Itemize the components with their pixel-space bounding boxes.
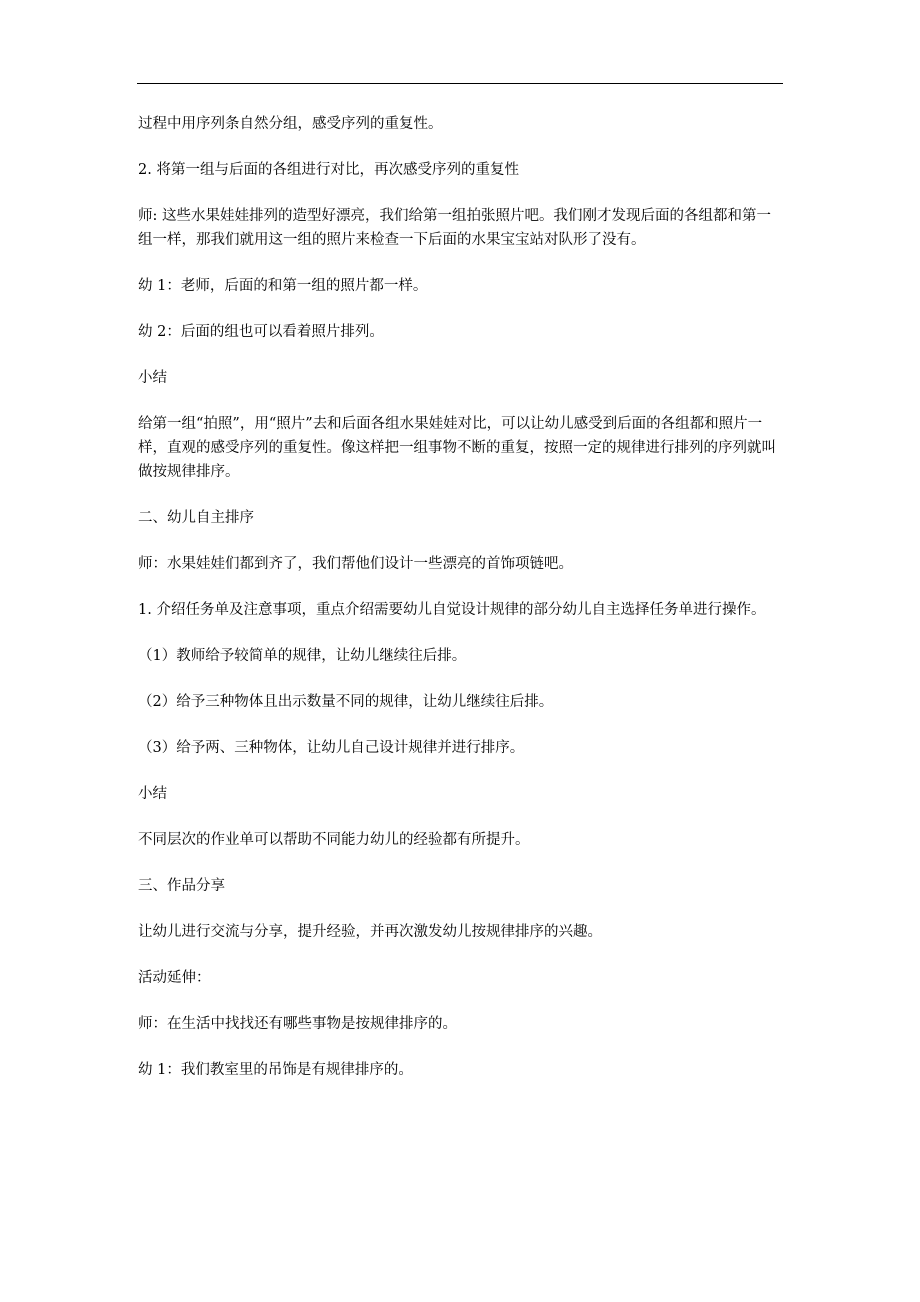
paragraph: 2. 将第一组与后面的各组进行对比，再次感受序列的重复性 bbox=[138, 162, 519, 178]
paragraph: 1. 介绍任务单及注意事项，重点介绍需要幼儿自觉设计规律的部分幼儿自主选择任务单进行操作。 bbox=[138, 602, 766, 618]
list-item: （2）给予三种物体且出示数量不同的规律，让幼儿继续往后排。 bbox=[138, 694, 554, 710]
paragraph: 过程中用序列条自然分组，感受序列的重复性。 bbox=[138, 116, 443, 132]
paragraph: 师：在生活中找找还有哪些事物是按规律排序的。 bbox=[138, 1016, 457, 1032]
paragraph: 师：水果娃娃们都到齐了，我们帮他们设计一些漂亮的首饰项链吧。 bbox=[138, 556, 573, 572]
section-label: 小结 bbox=[138, 786, 167, 802]
section-heading: 二、幼儿自主排序 bbox=[138, 510, 254, 526]
paragraph: 幼 1：我们教室里的吊饰是有规律排序的。 bbox=[138, 1062, 413, 1078]
paragraph: 不同层次的作业单可以帮助不同能力幼儿的经验都有所提升。 bbox=[138, 832, 530, 848]
paragraph: 幼 2：后面的组也可以看着照片排列。 bbox=[138, 324, 384, 340]
paragraph: 师: 这些水果娃娃排列的造型好漂亮，我们给第一组拍张照片吧。我们刚才发现后面的各组都和第一组一样，那我们就用这一组的照片来检查一下后面的水果宝宝站对队形了没有。 bbox=[138, 208, 771, 248]
section-label: 活动延伸： bbox=[138, 970, 211, 986]
document-body bbox=[138, 112, 783, 1104]
header-rule bbox=[137, 83, 783, 84]
section-label: 小结 bbox=[138, 370, 167, 386]
section-heading: 三、作品分享 bbox=[138, 878, 225, 894]
paragraph: 让幼儿进行交流与分享，提升经验，并再次激发幼儿按规律排序的兴趣。 bbox=[138, 924, 602, 940]
list-item: （1）教师给予较简单的规律，让幼儿继续往后排。 bbox=[138, 648, 467, 664]
paragraph: 幼 1：老师，后面的和第一组的照片都一样。 bbox=[138, 278, 428, 294]
list-item: （3）给予两、三种物体，让幼儿自己设计规律并进行排序。 bbox=[138, 740, 525, 756]
paragraph: 给第一组“拍照”，用“照片”去和后面各组水果娃娃对比，可以让幼儿感受到后面的各组都和照片一样，直观的感受序列的重复性。像这样把一组事物不断的重复，按照一定的规律进行排列的序列就叫做按规律排序。 bbox=[138, 416, 776, 480]
